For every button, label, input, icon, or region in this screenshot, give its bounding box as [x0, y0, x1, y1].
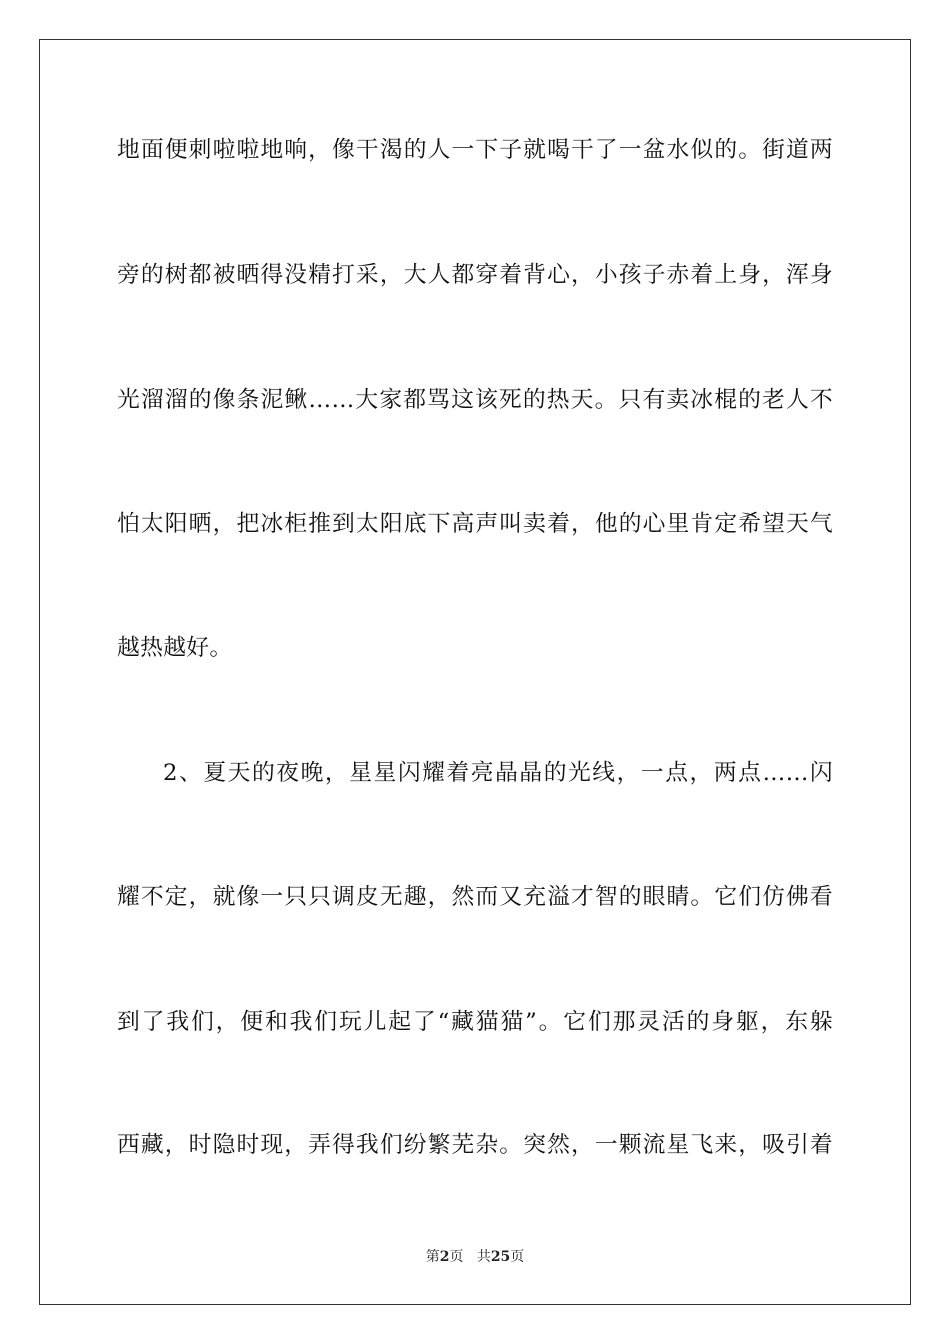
text-line: 光溜溜的像条泥鳅……大家都骂这该死的热天。只有卖冰棍的老人不: [117, 387, 833, 413]
paragraph-first-line: 2、夏天的夜晚，星星闪耀着亮晶晶的光线，一点，两点……闪: [163, 760, 833, 786]
footer-total-suffix: 页: [510, 1249, 525, 1265]
text-line: 到了我们，便和我们玩儿起了“藏猫猫”。它们那灵活的身躯，东躲: [117, 1009, 833, 1035]
text-line: 旁的树都被晒得没精打采，大人都穿着背心，小孩子赤着上身，浑身: [117, 262, 833, 288]
page-footer: [0, 1248, 950, 1266]
footer-page-suffix: 页: [449, 1249, 464, 1265]
footer-total-pages: 25: [490, 1249, 511, 1265]
text-line: 西藏，时隐时现，弄得我们纷繁芜杂。突然，一颗流星飞来，吸引着: [117, 1132, 833, 1158]
text-line: 怕太阳晒，把冰柜推到太阳底下高声叫卖着，他的心里肯定希望天气: [117, 511, 833, 537]
footer-page-prefix: 第: [425, 1249, 440, 1265]
text-line: 耀不定，就像一只只调皮无趣，然而又充溢才智的眼睛。它们仿佛看: [117, 884, 833, 910]
footer-total-prefix: 共: [476, 1249, 491, 1265]
page-border: [39, 39, 911, 1305]
text-line: 越热越好。: [117, 635, 233, 661]
footer-page-number: 2: [439, 1249, 450, 1265]
text-line: 地面便刺啦啦地响，像干渴的人一下子就喝干了一盆水似的。街道两: [117, 137, 833, 163]
